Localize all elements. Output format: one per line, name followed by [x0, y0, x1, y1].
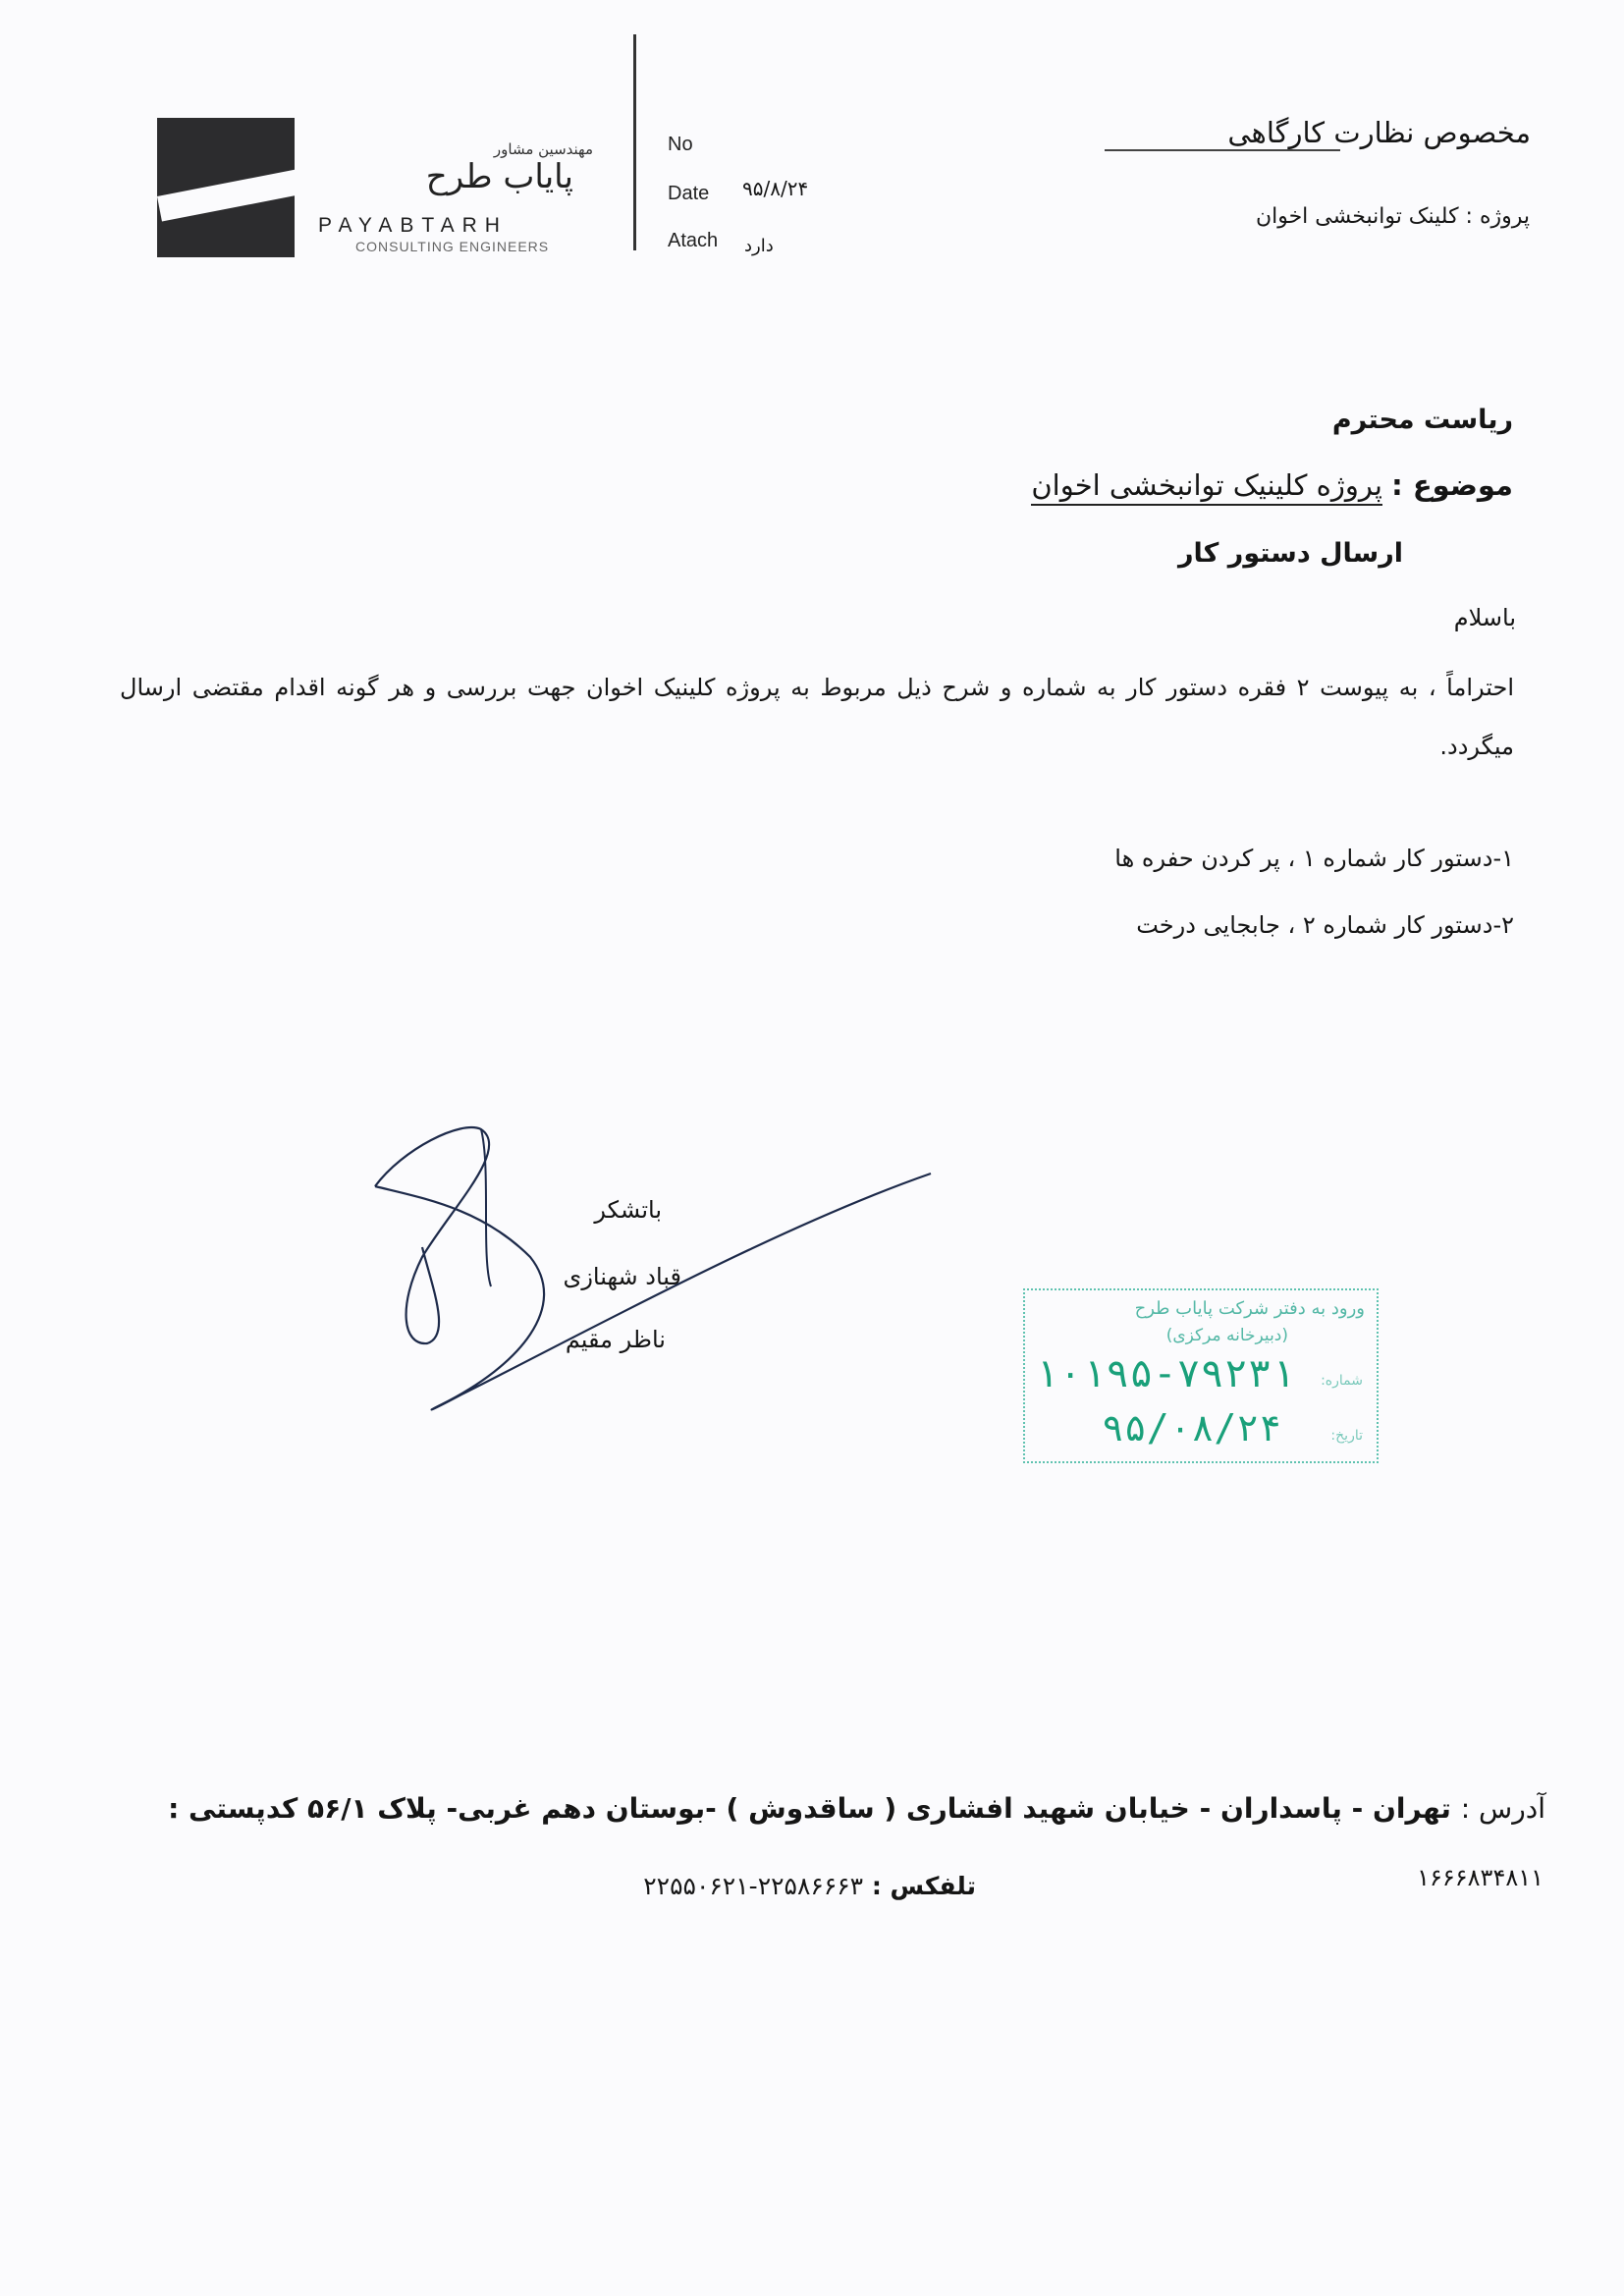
subject-line	[1031, 468, 1513, 502]
stamp-dept: (دبیرخانه مرکزی)	[1165, 1326, 1288, 1345]
letter-date-label: Date	[668, 183, 710, 204]
header-divider	[633, 34, 636, 250]
stamp-date-value: ۹۵/۰۸/۲۴	[1102, 1406, 1282, 1449]
closing-thanks: باتشکر	[594, 1196, 662, 1224]
receipt-stamp	[1023, 1288, 1379, 1463]
logo-name-en: PAYABTARH	[318, 214, 508, 237]
letter-date-value: ۹۵/۸/۲۴	[742, 177, 809, 200]
project-line	[1256, 204, 1530, 229]
greeting: باسلام	[1453, 604, 1516, 631]
attachment-value: دارد	[744, 236, 774, 256]
telfax-label: تلفکس :	[871, 1872, 976, 1900]
logo-subtitle-fa: مهندسین مشاور	[493, 140, 593, 158]
telfax-value: ۲۲۵۸۶۶۶۳-۲۲۵۵۰۶۲۱	[643, 1872, 864, 1900]
project-value: کلینک توانبخشی اخوان	[1255, 204, 1459, 229]
address-line	[168, 1792, 1545, 1825]
stamp-org: ورود به دفتر شرکت پایاب طرح	[1134, 1298, 1365, 1319]
recipient: ریاست محترم	[1331, 405, 1513, 435]
subject-label: موضوع :	[1391, 468, 1513, 502]
telfax-line	[643, 1872, 976, 1900]
signer-title: ناظر مقیم	[565, 1326, 666, 1353]
address-value: تهران - پاسداران - خیابان شهید افشاری ( ساقدوش ) -بوستان دهم غربی- پلاک ۵۶/۱ کدپستی :	[168, 1792, 1451, 1825]
list-item: ۲-دستور کار شماره ۲ ، جابجایی درخت	[1136, 911, 1514, 939]
subject-value: پروژه کلینیک توانبخشی اخوان	[1031, 468, 1382, 506]
logo-mark	[157, 118, 295, 257]
body-paragraph: احتراماً ، به پیوست ۲ فقره دستور کار به شماره و شرح ذیل مربوط به پروژه کلینیک اخوان جهت بررسی و هر گونه اقدام مقتضی ارسال میگردد.	[120, 674, 1514, 760]
signer-name: قباد شهنازی	[563, 1263, 681, 1290]
logo-name-fa: پایاب طرح	[425, 157, 573, 196]
project-label: پروژه :	[1465, 204, 1530, 229]
subject-action: ارسال دستور کار	[1178, 538, 1403, 569]
letter-heading: مخصوص نظارت کارگاهی	[1227, 116, 1531, 149]
heading-underline	[1105, 149, 1340, 151]
postal-code: ۱۶۶۶۸۳۴۸۱۱	[1417, 1864, 1543, 1891]
address-label: آدرس :	[1460, 1792, 1545, 1825]
list-item: ۱-دستور کار شماره ۱ ، پر کردن حفره ها	[1114, 845, 1514, 872]
stamp-date-label: تاریخ:	[1330, 1428, 1363, 1444]
letter-number-label: No	[668, 134, 693, 155]
stamp-number-label: شماره:	[1321, 1373, 1363, 1389]
logo-slash-shape	[157, 165, 295, 222]
stamp-number-value: ۱۰۱۹۵-۷۹۲۳۱	[1035, 1351, 1295, 1396]
logo-subtitle-en: CONSULTING ENGINEERS	[355, 239, 550, 254]
attachment-label: Atach	[668, 230, 719, 251]
